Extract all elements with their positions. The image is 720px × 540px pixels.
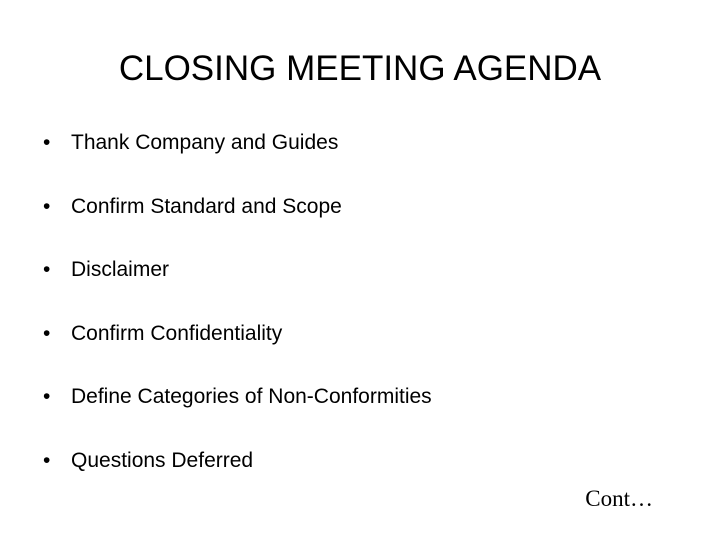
agenda-item-text: Define Categories of Non-Conformities: [71, 385, 432, 408]
agenda-item-text: Confirm Standard and Scope: [71, 194, 342, 218]
bullet-icon: •: [43, 258, 51, 281]
bullet-icon: •: [43, 131, 51, 154]
bullet-icon: •: [43, 448, 51, 472]
slide-title: CLOSING MEETING AGENDA: [118, 49, 602, 88]
agenda-item-text: Thank Company and Guides: [71, 131, 339, 154]
bullet-icon: •: [43, 194, 51, 218]
agenda-item-text: Questions Deferred: [71, 448, 254, 472]
agenda-item-text: Disclaimer: [71, 258, 170, 281]
continued-note: Cont…: [585, 486, 653, 511]
agenda-item-text: Confirm Confidentiality: [71, 321, 283, 345]
bullet-icon: •: [43, 321, 51, 345]
bullet-icon: •: [43, 385, 51, 408]
